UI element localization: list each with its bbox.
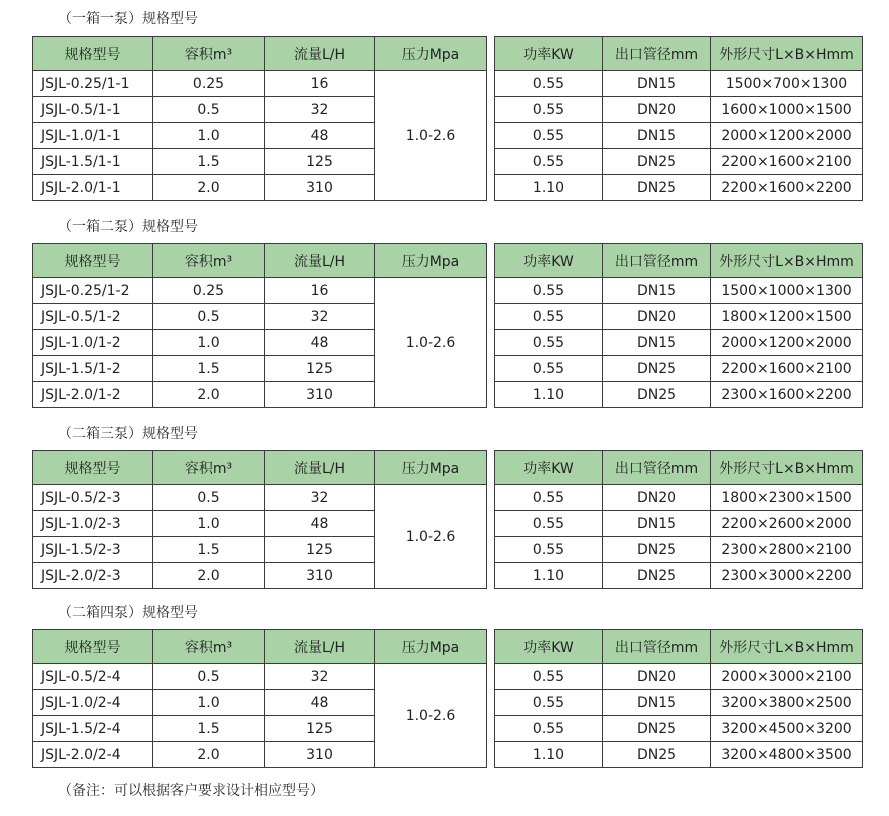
header-volume: 容积m³ — [153, 37, 265, 71]
cell-flow: 310 — [265, 382, 375, 408]
cell-dimensions: 2200×1600×2200 — [711, 175, 863, 201]
cell-outlet: DN25 — [603, 742, 711, 768]
cell-dimensions: 3200×4500×3200 — [711, 716, 863, 742]
cell-power: 1.10 — [495, 175, 603, 201]
table-header-row — [33, 451, 863, 485]
header-outlet: 出口管径mm — [603, 630, 711, 664]
table-row — [33, 71, 863, 97]
cell-outlet: DN25 — [603, 149, 711, 175]
header-model: 规格型号 — [33, 451, 153, 485]
header-flow: 流量L/H — [265, 37, 375, 71]
cell-pressure: 1.0-2.6 — [375, 664, 487, 768]
cell-flow: 32 — [265, 485, 375, 511]
column-gap — [487, 304, 495, 330]
cell-model: JSJL-1.0/1-1 — [33, 123, 153, 149]
header-power: 功率KW — [495, 244, 603, 278]
cell-dimensions: 1500×1000×1300 — [711, 278, 863, 304]
cell-outlet: DN15 — [603, 690, 711, 716]
cell-volume: 2.0 — [153, 563, 265, 589]
cell-power: 0.55 — [495, 97, 603, 123]
cell-outlet: DN20 — [603, 485, 711, 511]
column-gap — [487, 278, 495, 304]
cell-power: 0.55 — [495, 690, 603, 716]
cell-outlet: DN15 — [603, 123, 711, 149]
spec-table — [32, 243, 863, 408]
cell-volume: 0.25 — [153, 71, 265, 97]
header-model: 规格型号 — [33, 37, 153, 71]
column-gap — [487, 97, 495, 123]
cell-model: JSJL-2.0/2-4 — [33, 742, 153, 768]
footnote: （备注：可以根据客户要求设计相应型号） — [58, 783, 324, 799]
cell-dimensions: 3200×4800×3500 — [711, 742, 863, 768]
column-gap — [487, 742, 495, 768]
header-power: 功率KW — [495, 37, 603, 71]
cell-power: 1.10 — [495, 382, 603, 408]
cell-volume: 0.5 — [153, 97, 265, 123]
column-gap — [487, 451, 495, 485]
header-model: 规格型号 — [33, 244, 153, 278]
cell-power: 0.55 — [495, 278, 603, 304]
cell-flow: 310 — [265, 742, 375, 768]
column-gap — [487, 537, 495, 563]
cell-dimensions: 1800×2300×1500 — [711, 485, 863, 511]
cell-outlet: DN20 — [603, 304, 711, 330]
column-gap — [487, 511, 495, 537]
cell-flow: 125 — [265, 537, 375, 563]
header-volume: 容积m³ — [153, 244, 265, 278]
column-gap — [487, 356, 495, 382]
cell-dimensions: 2200×1600×2100 — [711, 149, 863, 175]
column-gap — [487, 563, 495, 589]
cell-pressure: 1.0-2.6 — [375, 71, 487, 201]
cell-model: JSJL-1.5/2-4 — [33, 716, 153, 742]
cell-model: JSJL-0.5/2-3 — [33, 485, 153, 511]
cell-power: 0.55 — [495, 123, 603, 149]
table-header-row — [33, 244, 863, 278]
column-gap — [487, 382, 495, 408]
cell-flow: 125 — [265, 149, 375, 175]
column-gap — [487, 175, 495, 201]
cell-dimensions: 1800×1200×1500 — [711, 304, 863, 330]
column-gap — [487, 630, 495, 664]
cell-volume: 1.5 — [153, 356, 265, 382]
cell-outlet: DN20 — [603, 664, 711, 690]
header-volume: 容积m³ — [153, 451, 265, 485]
column-gap — [487, 485, 495, 511]
cell-model: JSJL-0.25/1-1 — [33, 71, 153, 97]
cell-model: JSJL-1.5/2-3 — [33, 537, 153, 563]
section-title: （一箱二泵）规格型号 — [58, 219, 198, 235]
cell-power: 0.55 — [495, 537, 603, 563]
cell-power: 0.55 — [495, 664, 603, 690]
table-row — [33, 664, 863, 690]
table-header-row — [33, 37, 863, 71]
cell-dimensions: 2300×1600×2200 — [711, 382, 863, 408]
cell-outlet: DN20 — [603, 97, 711, 123]
cell-outlet: DN25 — [603, 175, 711, 201]
cell-flow: 48 — [265, 330, 375, 356]
cell-dimensions: 2300×2800×2100 — [711, 537, 863, 563]
table-row — [33, 278, 863, 304]
cell-outlet: DN15 — [603, 330, 711, 356]
cell-model: JSJL-2.0/1-2 — [33, 382, 153, 408]
cell-model: JSJL-1.5/1-2 — [33, 356, 153, 382]
cell-model: JSJL-2.0/2-3 — [33, 563, 153, 589]
cell-model: JSJL-2.0/1-1 — [33, 175, 153, 201]
cell-power: 0.55 — [495, 330, 603, 356]
cell-dimensions: 2000×1200×2000 — [711, 123, 863, 149]
cell-model: JSJL-1.0/2-3 — [33, 511, 153, 537]
cell-flow: 310 — [265, 563, 375, 589]
column-gap — [487, 123, 495, 149]
section-title: （一箱一泵）规格型号 — [58, 11, 198, 27]
cell-flow: 32 — [265, 664, 375, 690]
header-pressure: 压力Mpa — [375, 37, 487, 71]
column-gap — [487, 71, 495, 97]
cell-model: JSJL-0.5/2-4 — [33, 664, 153, 690]
section-title: （二箱四泵）规格型号 — [58, 605, 198, 621]
cell-power: 0.55 — [495, 356, 603, 382]
cell-outlet: DN25 — [603, 382, 711, 408]
cell-flow: 32 — [265, 304, 375, 330]
header-pressure: 压力Mpa — [375, 244, 487, 278]
cell-volume: 0.5 — [153, 664, 265, 690]
cell-power: 0.55 — [495, 149, 603, 175]
cell-dimensions: 2300×3000×2200 — [711, 563, 863, 589]
cell-power: 0.55 — [495, 716, 603, 742]
cell-dimensions: 1500×700×1300 — [711, 71, 863, 97]
cell-model: JSJL-0.5/1-2 — [33, 304, 153, 330]
header-outlet: 出口管径mm — [603, 451, 711, 485]
header-pressure: 压力Mpa — [375, 451, 487, 485]
cell-dimensions: 2200×2600×2000 — [711, 511, 863, 537]
cell-outlet: DN25 — [603, 356, 711, 382]
cell-volume: 2.0 — [153, 742, 265, 768]
spec-table — [32, 450, 863, 589]
cell-volume: 1.5 — [153, 537, 265, 563]
cell-volume: 1.5 — [153, 149, 265, 175]
cell-power: 0.55 — [495, 511, 603, 537]
cell-outlet: DN25 — [603, 537, 711, 563]
cell-dimensions: 2000×3000×2100 — [711, 664, 863, 690]
cell-volume: 1.0 — [153, 330, 265, 356]
header-power: 功率KW — [495, 451, 603, 485]
cell-model: JSJL-0.25/1-2 — [33, 278, 153, 304]
cell-flow: 125 — [265, 716, 375, 742]
cell-model: JSJL-1.5/1-1 — [33, 149, 153, 175]
cell-dimensions: 2200×1600×2100 — [711, 356, 863, 382]
cell-volume: 1.0 — [153, 690, 265, 716]
cell-power: 0.55 — [495, 304, 603, 330]
cell-volume: 0.25 — [153, 278, 265, 304]
header-flow: 流量L/H — [265, 630, 375, 664]
cell-volume: 2.0 — [153, 382, 265, 408]
cell-flow: 16 — [265, 278, 375, 304]
cell-flow: 125 — [265, 356, 375, 382]
cell-dimensions: 2000×1200×2000 — [711, 330, 863, 356]
cell-volume: 2.0 — [153, 175, 265, 201]
cell-volume: 0.5 — [153, 304, 265, 330]
spec-table — [32, 629, 863, 768]
header-pressure: 压力Mpa — [375, 630, 487, 664]
column-gap — [487, 330, 495, 356]
header-power: 功率KW — [495, 630, 603, 664]
header-flow: 流量L/H — [265, 244, 375, 278]
cell-outlet: DN25 — [603, 716, 711, 742]
header-model: 规格型号 — [33, 630, 153, 664]
header-outlet: 出口管径mm — [603, 244, 711, 278]
cell-pressure: 1.0-2.6 — [375, 278, 487, 408]
cell-outlet: DN25 — [603, 563, 711, 589]
cell-flow: 48 — [265, 123, 375, 149]
column-gap — [487, 716, 495, 742]
cell-volume: 1.5 — [153, 716, 265, 742]
header-outlet: 出口管径mm — [603, 37, 711, 71]
cell-outlet: DN15 — [603, 71, 711, 97]
section-title: （二箱三泵）规格型号 — [58, 426, 198, 442]
spec-table — [32, 36, 863, 201]
cell-power: 1.10 — [495, 563, 603, 589]
cell-outlet: DN15 — [603, 278, 711, 304]
table-row — [33, 485, 863, 511]
cell-volume: 0.5 — [153, 485, 265, 511]
header-volume: 容积m³ — [153, 630, 265, 664]
column-gap — [487, 149, 495, 175]
cell-model: JSJL-1.0/1-2 — [33, 330, 153, 356]
cell-model: JSJL-1.0/2-4 — [33, 690, 153, 716]
cell-power: 0.55 — [495, 485, 603, 511]
cell-model: JSJL-0.5/1-1 — [33, 97, 153, 123]
cell-flow: 48 — [265, 690, 375, 716]
cell-volume: 1.0 — [153, 511, 265, 537]
header-dimensions: 外形尺寸L×B×Hmm — [711, 630, 863, 664]
cell-flow: 48 — [265, 511, 375, 537]
cell-dimensions: 1600×1000×1500 — [711, 97, 863, 123]
header-dimensions: 外形尺寸L×B×Hmm — [711, 451, 863, 485]
cell-flow: 310 — [265, 175, 375, 201]
header-dimensions: 外形尺寸L×B×Hmm — [711, 244, 863, 278]
column-gap — [487, 664, 495, 690]
cell-volume: 1.0 — [153, 123, 265, 149]
cell-power: 0.55 — [495, 71, 603, 97]
header-dimensions: 外形尺寸L×B×Hmm — [711, 37, 863, 71]
column-gap — [487, 690, 495, 716]
cell-flow: 16 — [265, 71, 375, 97]
cell-dimensions: 3200×3800×2500 — [711, 690, 863, 716]
column-gap — [487, 37, 495, 71]
column-gap — [487, 244, 495, 278]
cell-flow: 32 — [265, 97, 375, 123]
cell-outlet: DN15 — [603, 511, 711, 537]
header-flow: 流量L/H — [265, 451, 375, 485]
cell-power: 1.10 — [495, 742, 603, 768]
cell-pressure: 1.0-2.6 — [375, 485, 487, 589]
table-header-row — [33, 630, 863, 664]
